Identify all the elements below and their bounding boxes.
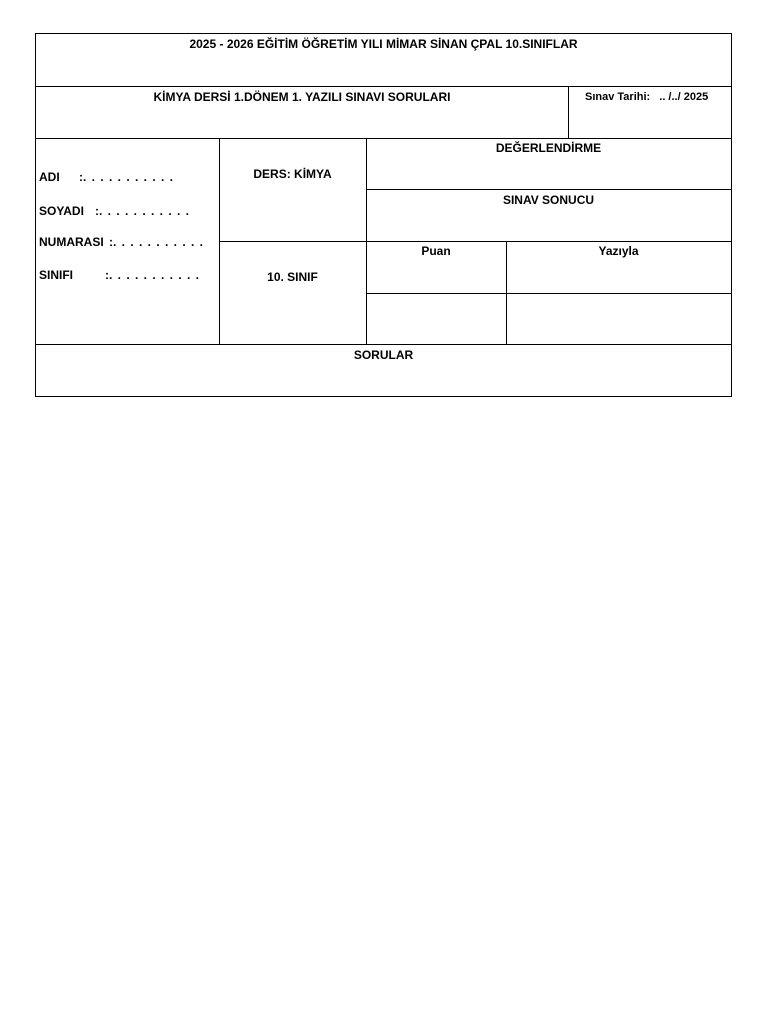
score-label-text: Puan	[421, 244, 451, 258]
written-label-text: Yazıyla	[598, 244, 639, 258]
questions-heading	[36, 348, 731, 362]
field-number[interactable]	[39, 235, 204, 249]
field-number-label: NUMARASI	[39, 235, 104, 249]
score-value-field[interactable]	[366, 296, 506, 343]
exam-header-form	[35, 33, 732, 397]
field-number-sep: :	[109, 235, 113, 249]
exam-date-value: .. /../ 2025	[659, 91, 709, 103]
exam-title	[36, 90, 568, 104]
result-heading	[366, 193, 731, 207]
field-name-label: ADI	[39, 170, 60, 184]
divider	[36, 344, 731, 345]
field-class-label: SINIFI	[39, 268, 74, 282]
written-label	[506, 244, 731, 258]
course-subject	[219, 167, 366, 181]
exam-title-text: KİMYA DERSİ 1.DÖNEM 1. YAZILI SINAVI SORULARI	[153, 90, 451, 104]
evaluation-heading-text: DEĞERLENDİRME	[495, 141, 602, 155]
field-name-dots: . . . . . . . . . . .	[83, 170, 175, 184]
divider	[36, 138, 731, 139]
questions-heading-text: SORULAR	[353, 348, 414, 362]
result-heading-text: SINAV SONUCU	[502, 193, 595, 207]
field-name-sep: :	[79, 170, 83, 184]
field-class[interactable]	[39, 268, 200, 282]
field-class-dots: . . . . . . . . . . .	[109, 268, 201, 282]
course-grade-text: 10. SINIF	[267, 270, 318, 284]
divider	[366, 293, 731, 294]
score-label	[366, 244, 506, 258]
exam-date	[585, 91, 731, 103]
school-title	[36, 37, 731, 51]
written-value-field[interactable]	[506, 296, 731, 343]
exam-date-label: Sınav Tarihi:	[585, 91, 651, 103]
field-surname[interactable]	[39, 204, 190, 218]
divider	[219, 241, 731, 242]
course-subject-text: DERS: KİMYA	[253, 167, 332, 181]
evaluation-heading	[366, 141, 731, 155]
field-surname-sep: :	[95, 204, 99, 218]
divider	[568, 86, 569, 138]
field-name[interactable]	[39, 170, 174, 184]
school-title-text: 2025 - 2026 EĞİTİM ÖĞRETİM YILI MİMAR SİNAN ÇPAL 10.SINIFLAR	[189, 37, 578, 51]
field-number-dots: . . . . . . . . . . .	[113, 235, 205, 249]
field-surname-dots: . . . . . . . . . . .	[99, 204, 191, 218]
divider	[36, 86, 731, 87]
course-grade	[219, 270, 366, 284]
field-surname-label: SOYADI	[39, 204, 84, 218]
field-class-sep: :	[105, 268, 109, 282]
divider	[366, 189, 731, 190]
